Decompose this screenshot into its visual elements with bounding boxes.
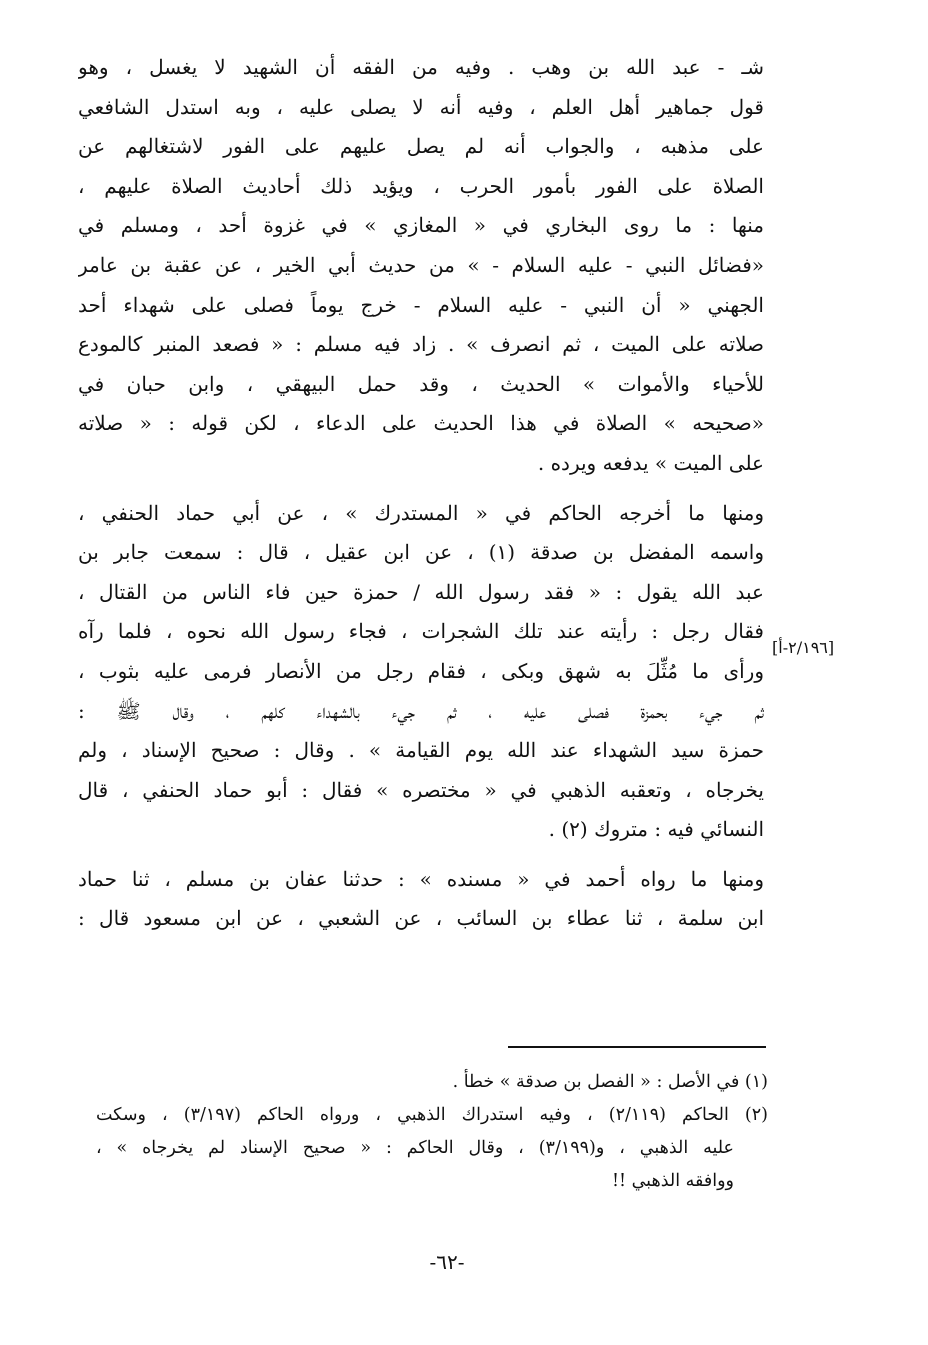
text-line: النسائي فيه : متروك (٢) . <box>548 817 764 842</box>
text-line: الصلاة على الفور بأمور الحرب ، ويؤيد ذلك أحاديث الصلاة عليهم ، <box>78 173 764 198</box>
footnotes <box>96 1066 768 1198</box>
footnote-line: عليه الذهبي ، و(٣/١٩٩) ، وقال الحاكم : « صحيح الإسناد لم يخرجاه » ، <box>96 1138 734 1158</box>
text-line: عبد الله يقول : « فقد رسول الله / حمزة حين فاء الناس من القتال ، <box>78 579 764 604</box>
text-line: شـ - عبد الله بن وهب . وفيه من الفقه أن الشهيد لا يغسل ، وهو <box>78 55 764 79</box>
footnote-line: (٢) الحاكم (٢/١١٩) ، وفيه استدراك الذهبي ، ورواه الحاكم (٣/١٩٧) ، وسكت <box>96 1105 768 1125</box>
text-line: ثم جيء بحمزة فصلى عليه ، ثم جيء بالشهداء كلهم ، وقال ﷺ : <box>78 698 764 723</box>
main-text <box>78 48 764 939</box>
paragraph-gap <box>78 850 764 860</box>
text-line: ابن سلمة ، ثنا عطاء بن السائب ، عن الشعبي ، عن ابن مسعود قال : <box>78 906 764 931</box>
text-line: على الميت » يدفعه ويرده . <box>537 450 764 475</box>
text-line: على مذهبه ، والجواب أنه لم يصل عليهم على الفور لاشتغالهم عن <box>78 134 764 159</box>
footnote-separator <box>508 1046 766 1048</box>
text-line: صلاته على الميت ، ثم انصرف » . زاد فيه مسلم : « فصعد المنبر كالمودع <box>78 332 764 357</box>
text-line: فقال رجل : رأيته عند تلك الشجرات ، فجاء رسول الله نحوه ، فلما رآه <box>78 619 764 644</box>
text-line: ومنها ما رواه أحمد في « مسنده » : حدثنا عفان بن مسلم ، ثنا حماد <box>78 866 764 891</box>
text-line: «فضائل النبي - عليه السلام - » من حديث أبي الخير ، عن عقبة بن عامر <box>78 252 764 277</box>
text-line: للأحياء والأموات » الحديث ، وقد حمل البيهقي ، وابن حبان في <box>78 371 764 396</box>
text-line: «صحيحه » الصلاة في هذا الحديث على الدعاء ، لكن قوله : « صلاته <box>78 411 764 436</box>
page-number: -٦٢- <box>429 1250 465 1274</box>
text-line: منها : ما روى البخاري في « المغازي » في غزوة أحد ، ومسلم في <box>78 213 764 238</box>
paragraph-gap <box>78 484 764 494</box>
margin-reference: [٢/١٩٦-أ] <box>772 638 835 657</box>
text-line: يخرجاه ، وتعقبه الذهبي في « مختصره » فقال : أبو حماد الحنفي ، قال <box>78 777 764 802</box>
text-line: حمزة سيد الشهداء عند الله يوم القيامة » . وقال : صحيح الإسناد ، ولم <box>78 738 764 763</box>
text-line: الجهني « أن النبي - عليه السلام - خرج يوماً فصلى على شهداء أحد <box>78 292 764 317</box>
text-line: قول جماهير أهل العلم ، وفيه أنه لا يصلى عليه ، وبه استدل الشافعي <box>78 94 764 119</box>
text-line: واسمه المفضل بن صدقة (١) ، عن ابن عقيل ، قال : سمعت جابر بن <box>78 540 764 565</box>
text-line: ومنها ما أخرجه الحاكم في « المستدرك » ، عن أبي حماد الحنفي ، <box>78 500 764 525</box>
footnote-line: ووافقه الذهبي !! <box>611 1171 734 1191</box>
footnote-line: (١) في الأصل : « الفصل بن صدقة » خطأ . <box>452 1072 768 1092</box>
text-line: ورأى ما مُثِّلَ به شهق وبكى ، فقام رجل من الأنصار فرمى عليه بثوب ، <box>78 658 764 683</box>
